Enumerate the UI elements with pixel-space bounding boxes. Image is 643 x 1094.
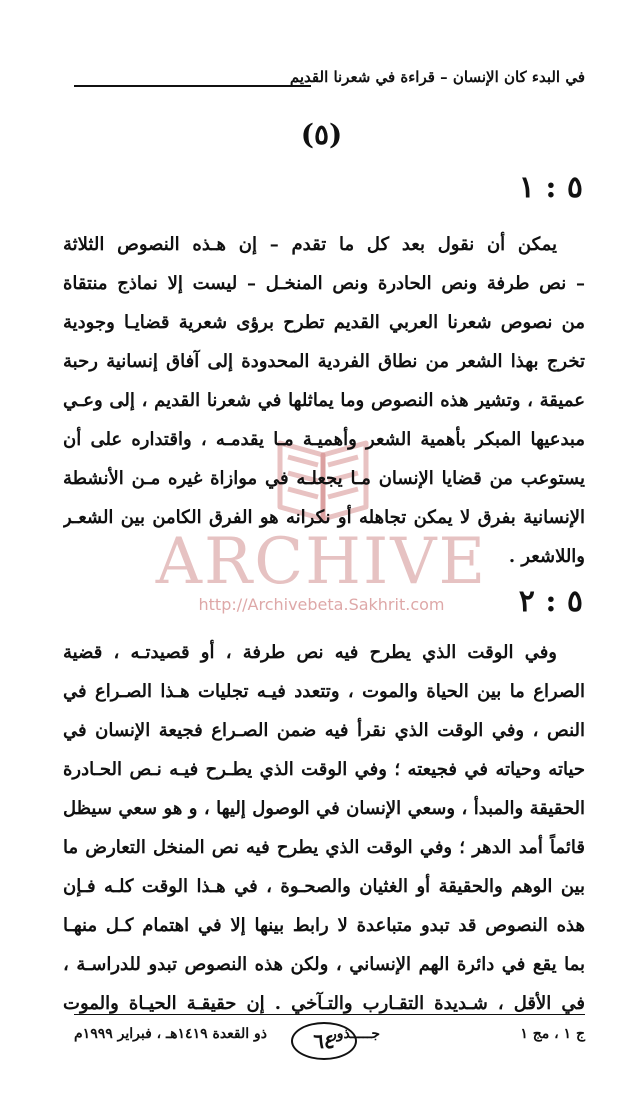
text-line: وفي الوقت الذي يطرح فيه نص طرفة ، أو قصيدتـه ، قضية [63,642,557,663]
text-line: مبدعيها المبكر بأهمية الشعر وأهميـة مـا يقدمـه ، واقتداره على أن [63,429,585,450]
header-rule [74,85,311,87]
paragraph-1 [63,225,585,576]
paragraph-2 [63,633,585,1023]
text-line: الصراع ما بين الحياة والموت ، وتتعدد فيـه تجليات هـذا الصـراع في [63,681,585,702]
text-line: واللاشعر . [508,546,585,567]
text-line: النص ، وفي الوقت الذي نقرأ فيه ضمن الصـراع فجيعة الإنسان في [63,720,585,741]
text-line: من نصوص شعرنا العربي القديم تطرح برؤى شعرية قضايـا وجودية [63,312,585,333]
text-line: قائماً أمد الدهر ؛ وفي الوقت الذي يطرح فيه نص المنخل التعارض ما [63,837,585,858]
footer-volume: ج ١ ، مج ١ [520,1026,585,1042]
text-line: هذه النصوص قد تبدو متباعدة لا رابط بينها إلا في اهتمام كـل منهـا [63,915,585,936]
text-line: – نص طرفة ونص الحادرة ونص المنخـل – ليست إلا نماذج منتقاة [63,273,585,294]
page-number: ٦٤ [291,1022,357,1060]
text-line: يمكن أن نقول بعد كل ما تقدم – إن هـذه النصوص الثلاثة [63,234,557,255]
text-line: حياته وحياته في فجيعته ؛ وفي الوقت الذي يطـرح فيـه نـص الحـادرة [63,759,585,780]
text-line: الإنسانية بفرق لا يمكن تجاهله أو نكرانه هو الفرق الكامن بين الشعـر [63,507,585,528]
footer-rule [74,1014,585,1015]
subsection-heading: ٥ : ٢ [518,584,583,619]
subsection-heading: ٥ : ١ [518,170,583,205]
text-line: يستوعب من قضايا الإنسان مـا يجعلـه في موازاة غيره مـن الأنشطة [63,468,585,489]
text-line: تخرج بهذا الشعر من نطاق الفردية المحدودة إلى آفاق إنسانية رحبة [63,351,585,372]
watermark-text: ARCHIVE [155,525,488,599]
section-number: (٥) [300,118,343,151]
header-title: في البدء كان الإنسان – قراءة في شعرنا القديم [289,68,585,86]
text-line: الحقيقة والمبدأ ، وسعي الإنسان في الوصول إليها ، و هو سعي سيظل [63,798,585,819]
text-line: بين الوهم والحقيقة أو الغثيان والصحـوة ، في هـذا الوقت كلـه فـإن [63,876,585,897]
text-line: عميقة ، وتشير هذه النصوص وما يماثلها في شعرنا القديم ، إلى وعـي [63,390,585,411]
text-line: في الأقل ، شـديدة التقـارب والتـآخي . إن حقيقـة الحيـاة والموت [63,993,585,1014]
watermark-url: http://Archivebeta.Sakhrit.com [198,595,445,614]
footer-date: ذو القعدة ١٤١٩هـ ، فبراير ١٩٩٩م [74,1026,268,1042]
running-header [74,68,585,90]
footer-journal: جـــــذور [329,1026,380,1042]
text-line: بما يقع في دائرة الهم الإنساني ، ولكن هذه النصوص تبدو للدراسـة ، [63,954,585,975]
running-footer [74,1014,585,1074]
